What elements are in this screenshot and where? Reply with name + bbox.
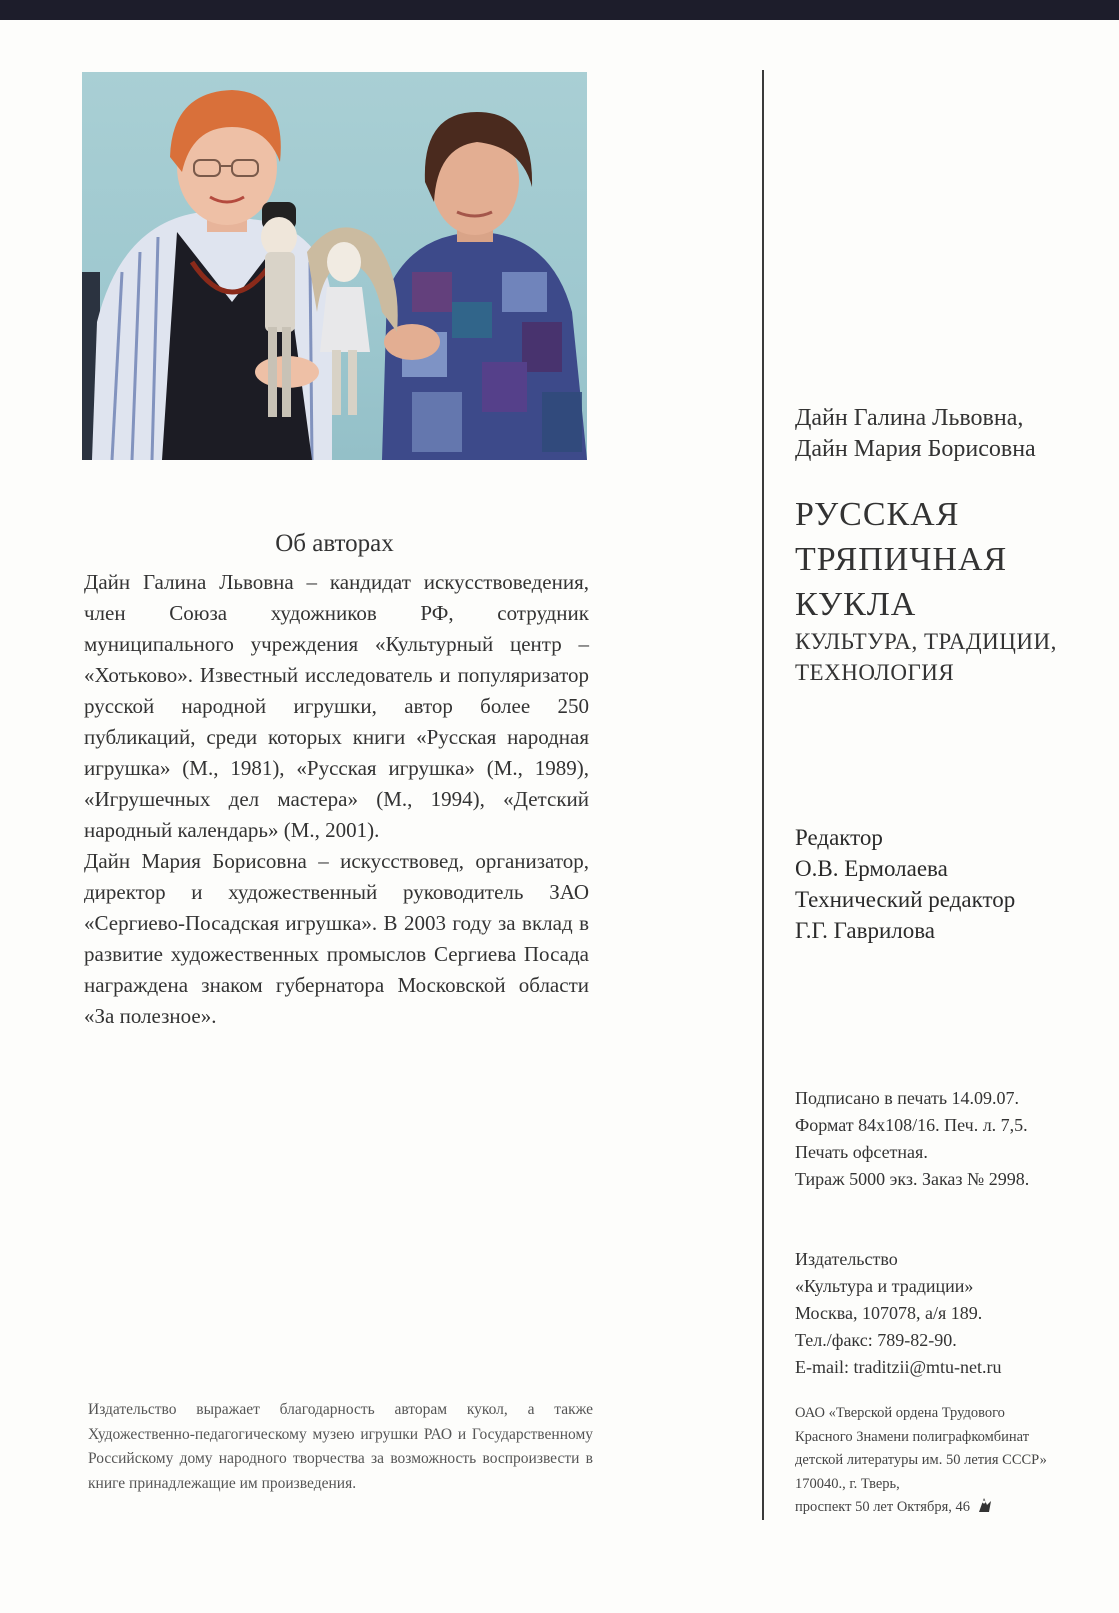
title-line: РУССКАЯ — [795, 496, 960, 533]
book-title — [795, 492, 1007, 627]
publisher-line: «Культура и традиции» — [795, 1276, 974, 1296]
editors-block — [795, 822, 1015, 946]
subtitle-line: КУЛЬТУРА, ТРАДИЦИИ, — [795, 629, 1057, 654]
authors-photo — [82, 72, 587, 460]
book-authors — [795, 403, 1036, 465]
editor-name: О.В. Ермолаева — [795, 856, 948, 881]
publisher-block — [795, 1246, 1002, 1381]
printer-line: ОАО «Тверской ордена Трудового — [795, 1405, 1005, 1421]
tech-editor-name: Г.Г. Гаврилова — [795, 918, 935, 943]
editor-role: Редактор — [795, 825, 883, 850]
title-line: КУКЛА — [795, 586, 917, 623]
publisher-line: Издательство — [795, 1249, 898, 1269]
print-info-line: Тираж 5000 экз. Заказ № 2998. — [795, 1169, 1030, 1189]
printer-line: Красного Знамени полиграфкомбинат — [795, 1428, 1030, 1445]
print-info-line: Печать офсетная. — [795, 1142, 928, 1162]
printer-line: проспект 50 лет Октября, 46 — [795, 1499, 971, 1515]
printer-logo-icon — [976, 1496, 994, 1523]
publisher-line: Москва, 107078, а/я 189. — [795, 1303, 983, 1323]
title-line: ТРЯПИЧНАЯ — [795, 541, 1008, 578]
publisher-email: E-mail: traditzii@mtu-net.ru — [795, 1357, 1002, 1377]
printer-block — [795, 1402, 1047, 1523]
print-info-block — [795, 1085, 1029, 1193]
column-divider — [762, 70, 764, 1520]
printer-line: 170040., г. Тверь, — [795, 1475, 900, 1492]
printer-address-line — [795, 1496, 1047, 1523]
about-authors-heading: Об авторах — [275, 530, 394, 557]
publisher-line: Тел./факс: 789-82-90. — [795, 1330, 957, 1350]
print-info-line: Формат 84x108/16. Печ. л. 7,5. — [795, 1115, 1028, 1135]
author-bio-maria: Дайн Мария Борисовна – искусствовед, организатор, директор и художественный руководитель ЗАО «Сергиево-Посадская игрушка». В 2003 году за вклад в развитие художественных промыслов Сергиева Посада награждена знаком губернатора Московской области «За полезное». — [84, 849, 589, 1028]
tech-editor-role: Технический редактор — [795, 887, 1016, 912]
about-authors-text — [84, 567, 589, 1032]
printer-line: детской литературы им. 50 летия СССР» — [795, 1452, 1047, 1468]
print-info-line: Подписано в печать 14.09.07. — [795, 1088, 1020, 1108]
acknowledgement-text: Издательство выражает благодарность авторам кукол, а также Художественно-педагогическому музею игрушки РАО и Государственному Российскому дому народного творчества за возможность воспроизвести в книге принадлежащие им произведения. — [88, 1401, 593, 1492]
book-subtitle — [795, 626, 1057, 688]
acknowledgement-block — [88, 1398, 593, 1496]
author-bio-galina: Дайн Галина Львовна – кандидат искусствоведения, член Союза художников РФ, сотрудник муниципального учреждения «Культурный центр – «Хотьково». Известный исследователь и популяризатор русской народной игрушки, автор более 250 публикаций, среди которых книги «Русская народная игрушка» (М., 1981), «Русская игрушка» (М., 1989), «Игрушечных дел мастера» (М., 1994), «Детский народный календарь» (М., 2001). — [84, 570, 589, 842]
author-line: Дайн Мария Борисовна — [795, 436, 1036, 462]
subtitle-line: ТЕХНОЛОГИЯ — [795, 660, 955, 685]
authors-photo-illustration — [82, 72, 587, 460]
author-line: Дайн Галина Львовна, — [795, 405, 1024, 431]
top-edge-bar — [0, 0, 1119, 20]
